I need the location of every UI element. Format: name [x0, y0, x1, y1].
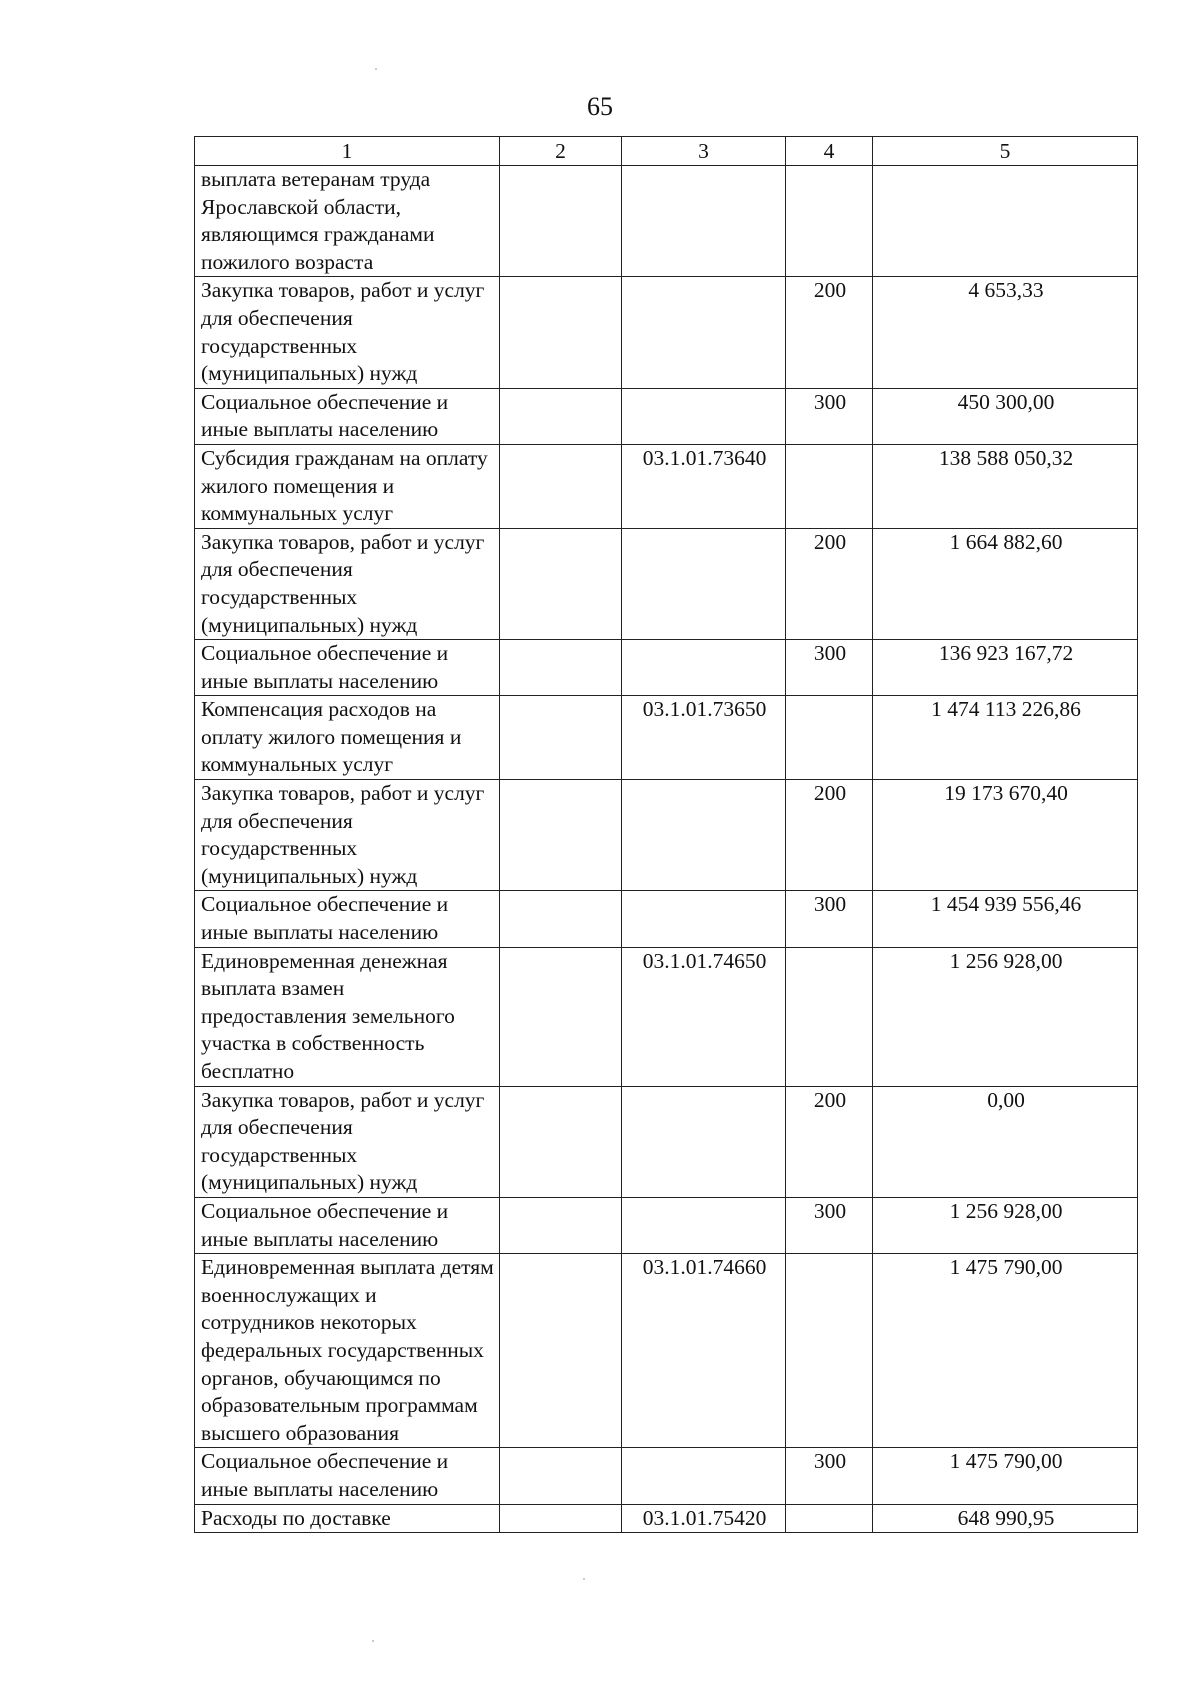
cell-sum: 136 923 167,72: [873, 640, 1138, 696]
cell-sum: 1 454 939 556,46: [873, 891, 1138, 947]
cell-name: Закупка товаров, работ и услуг для обеспечения государственных (муниципальных) нужд: [195, 780, 500, 891]
cell-code: [622, 166, 786, 277]
cell-type: 300: [786, 640, 873, 696]
page-number: 65: [587, 92, 613, 121]
column-header-4: 4: [786, 137, 873, 166]
cell-code: 03.1.01.73650: [622, 696, 786, 780]
cell-type: 200: [786, 780, 873, 891]
cell-col2: [500, 891, 622, 947]
cell-type: 300: [786, 1448, 873, 1504]
cell-code: 03.1.01.73640: [622, 444, 786, 528]
cell-sum: 138 588 050,32: [873, 444, 1138, 528]
table-row: [195, 1448, 1138, 1504]
cell-col2: [500, 696, 622, 780]
table-row: [195, 528, 1138, 639]
cell-type: 200: [786, 1086, 873, 1197]
budget-table: [194, 136, 1138, 1533]
cell-sum: 450 300,00: [873, 388, 1138, 444]
cell-sum: 0,00: [873, 1086, 1138, 1197]
cell-col2: [500, 1448, 622, 1504]
cell-name: Субсидия гражданам на оплату жилого помещения и коммунальных услуг: [195, 444, 500, 528]
header-row: [195, 137, 1138, 166]
cell-code: [622, 891, 786, 947]
cell-code: [622, 640, 786, 696]
cell-type: 300: [786, 891, 873, 947]
cell-name: Социальное обеспечение и иные выплаты населению: [195, 388, 500, 444]
cell-type: [786, 696, 873, 780]
table-row: [195, 891, 1138, 947]
scan-speck: [583, 1578, 585, 1580]
cell-sum: 648 990,95: [873, 1504, 1138, 1533]
cell-name: Единовременная денежная выплата взамен предоставления земельного участка в собственность бесплатно: [195, 947, 500, 1086]
cell-code: 03.1.01.75420: [622, 1504, 786, 1533]
table-row: [195, 1197, 1138, 1253]
column-header-5: 5: [873, 137, 1138, 166]
cell-name: Социальное обеспечение и иные выплаты населению: [195, 640, 500, 696]
table-row: [195, 780, 1138, 891]
cell-code: 03.1.01.74650: [622, 947, 786, 1086]
cell-type: 200: [786, 528, 873, 639]
column-header-3: 3: [622, 137, 786, 166]
cell-type: [786, 947, 873, 1086]
cell-code: [622, 1197, 786, 1253]
table-header: [195, 137, 1138, 166]
cell-type: [786, 166, 873, 277]
table-row: [195, 166, 1138, 277]
table-row: [195, 947, 1138, 1086]
cell-name: Социальное обеспечение и иные выплаты населению: [195, 1448, 500, 1504]
table-row: [195, 696, 1138, 780]
cell-col2: [500, 444, 622, 528]
cell-name: Социальное обеспечение и иные выплаты населению: [195, 1197, 500, 1253]
cell-type: [786, 444, 873, 528]
cell-col2: [500, 780, 622, 891]
column-header-2: 2: [500, 137, 622, 166]
cell-col2: [500, 388, 622, 444]
table-row: [195, 388, 1138, 444]
cell-col2: [500, 1504, 622, 1533]
cell-code: [622, 388, 786, 444]
cell-type: 200: [786, 277, 873, 388]
scan-speck: [375, 68, 377, 70]
table-row: [195, 277, 1138, 388]
cell-col2: [500, 947, 622, 1086]
cell-name: Расходы по доставке: [195, 1504, 500, 1533]
cell-code: [622, 528, 786, 639]
cell-name: Социальное обеспечение и иные выплаты населению: [195, 891, 500, 947]
cell-type: 300: [786, 1197, 873, 1253]
cell-type: 300: [786, 388, 873, 444]
cell-sum: 1 475 790,00: [873, 1254, 1138, 1448]
cell-code: [622, 780, 786, 891]
cell-col2: [500, 1254, 622, 1448]
table-body: [195, 166, 1138, 1533]
cell-col2: [500, 1197, 622, 1253]
cell-sum: 1 256 928,00: [873, 947, 1138, 1086]
cell-col2: [500, 277, 622, 388]
cell-sum: 19 173 670,40: [873, 780, 1138, 891]
cell-sum: 1 256 928,00: [873, 1197, 1138, 1253]
table-row: [195, 1086, 1138, 1197]
cell-sum: [873, 166, 1138, 277]
cell-col2: [500, 528, 622, 639]
table-row: [195, 1504, 1138, 1533]
cell-code: 03.1.01.74660: [622, 1254, 786, 1448]
cell-name: Закупка товаров, работ и услуг для обеспечения государственных (муниципальных) нужд: [195, 528, 500, 639]
cell-name: выплата ветеранам труда Ярославской области, являющимся гражданами пожилого возраста: [195, 166, 500, 277]
cell-col2: [500, 1086, 622, 1197]
cell-col2: [500, 640, 622, 696]
cell-sum: 1 474 113 226,86: [873, 696, 1138, 780]
cell-name: Единовременная выплата детям военнослужащих и сотрудников некоторых федеральных государственных органов, обучающимся по образовательным программам высшего образования: [195, 1254, 500, 1448]
cell-sum: 4 653,33: [873, 277, 1138, 388]
column-header-1: 1: [195, 137, 500, 166]
cell-code: [622, 1448, 786, 1504]
cell-sum: 1 664 882,60: [873, 528, 1138, 639]
cell-code: [622, 1086, 786, 1197]
cell-sum: 1 475 790,00: [873, 1448, 1138, 1504]
table-row: [195, 1254, 1138, 1448]
cell-name: Закупка товаров, работ и услуг для обеспечения государственных (муниципальных) нужд: [195, 277, 500, 388]
cell-col2: [500, 166, 622, 277]
cell-type: [786, 1254, 873, 1448]
cell-name: Компенсация расходов на оплату жилого помещения и коммунальных услуг: [195, 696, 500, 780]
table-row: [195, 640, 1138, 696]
cell-name: Закупка товаров, работ и услуг для обеспечения государственных (муниципальных) нужд: [195, 1086, 500, 1197]
cell-code: [622, 277, 786, 388]
table-row: [195, 444, 1138, 528]
cell-type: [786, 1504, 873, 1533]
scan-speck: [372, 1640, 374, 1642]
